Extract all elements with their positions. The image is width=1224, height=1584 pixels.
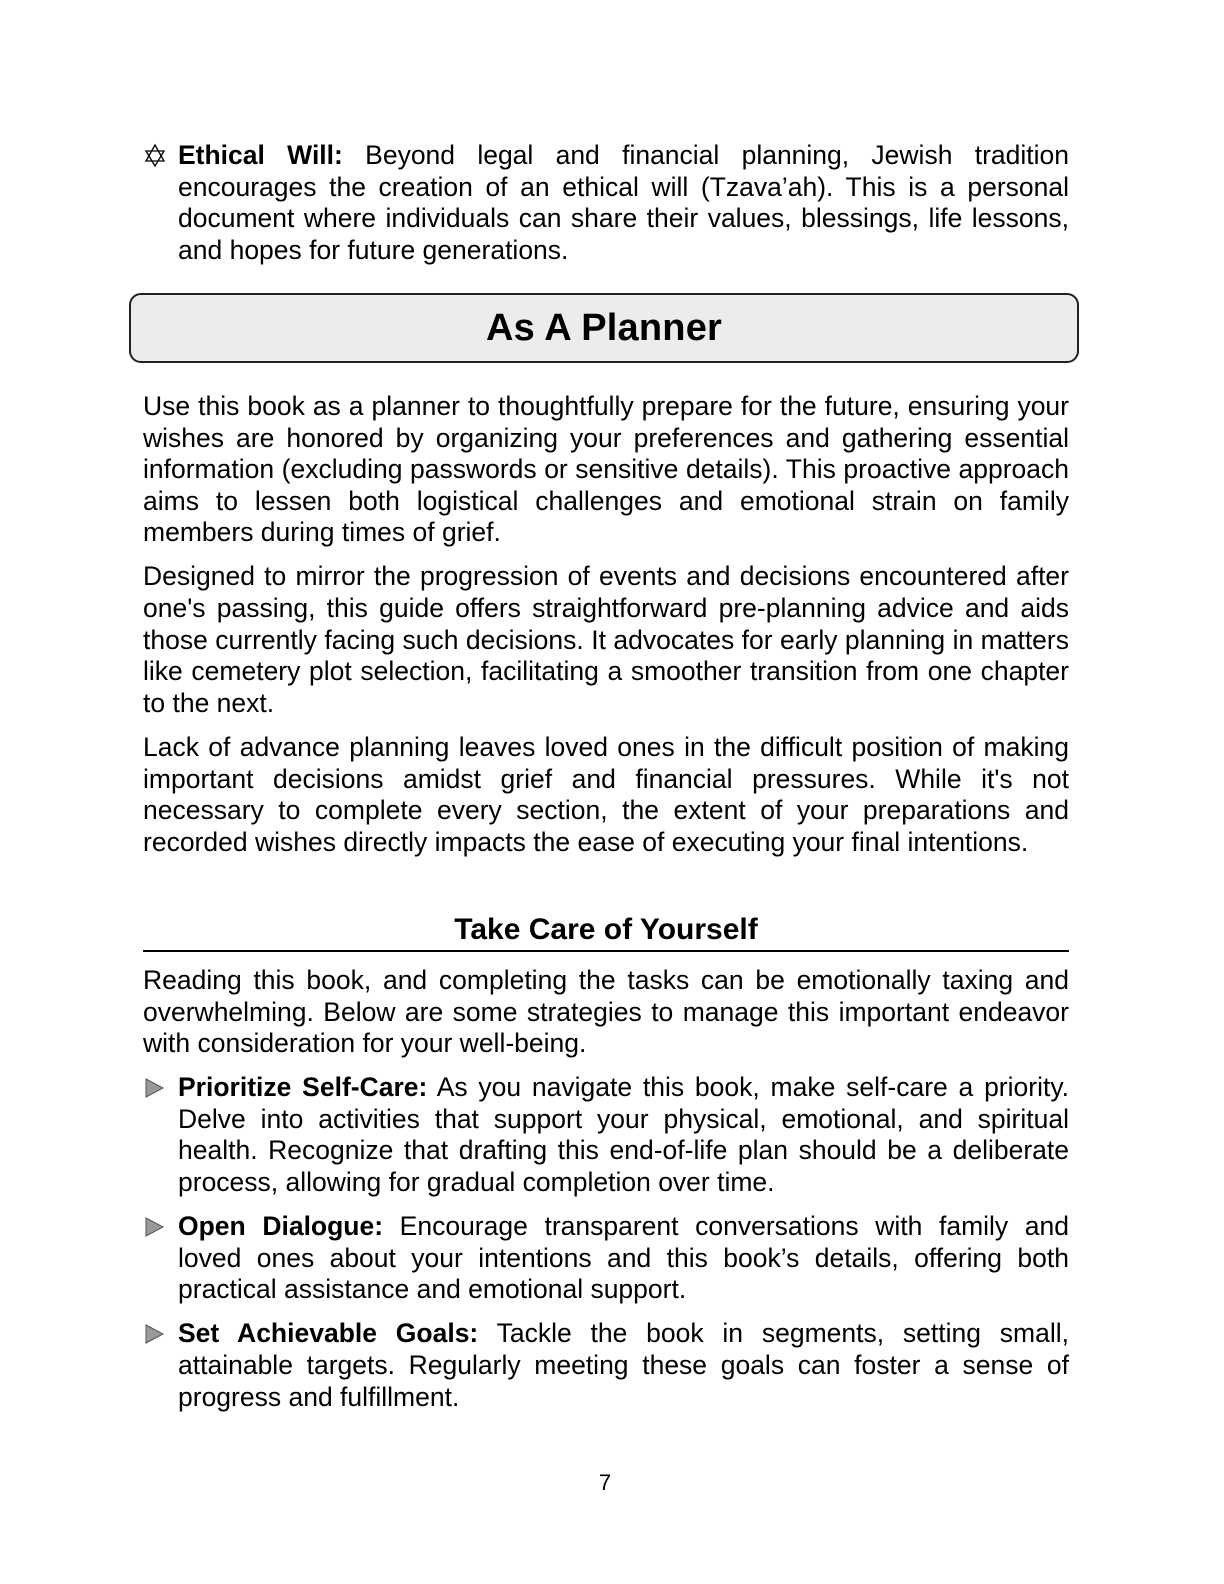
self-care-heading xyxy=(143,910,1069,952)
bullet-prioritize-self-care xyxy=(143,1072,1069,1198)
bullet-text xyxy=(178,1072,1069,1198)
bullet-term: Prioritize Self-Care: xyxy=(178,1072,428,1103)
ethical-will-body: Beyond legal and financial planning, Jewish tradition encourages the creation of an ethical will (Tzava’ah). This is a personal document where individuals can share their values, blessings, life lessons, and hopes for future generations. xyxy=(178,140,1069,265)
bullet-set-achievable-goals xyxy=(143,1318,1069,1413)
bullet-body: Tackle the book in segments, setting small, attainable targets. Regularly meeting these goals can foster a sense of progress and fulfillment. xyxy=(178,1318,1069,1412)
self-care-section xyxy=(143,965,1069,1426)
ethical-will-item xyxy=(143,140,1069,266)
bullet-term: Open Dialogue: xyxy=(178,1211,384,1242)
planner-paragraph-2: Designed to mirror the progression of events and decisions encountered after one's passing, this guide offers straightforward pre-planning advice and aids those currently facing such decisions. It advocates for early planning in matters like cemetery plot selection, facilitating a smoother transition from one chapter to the next. xyxy=(143,561,1069,718)
ethical-will-section xyxy=(143,140,1069,279)
ethical-will-text xyxy=(178,140,1069,266)
planner-banner xyxy=(129,293,1079,363)
page-number: 7 xyxy=(598,1470,612,1495)
triangle-bullet-icon xyxy=(143,1075,167,1101)
bullet-body: As you navigate this book, make self-care a priority. Delve into activities that support your physical, emotional, and spiritual health. Recognize that drafting this end-of-life plan should be a deliberate process, allowing for gradual completion over time. xyxy=(178,1072,1069,1198)
bullet-open-dialogue xyxy=(143,1211,1069,1306)
ethical-will-term: Ethical Will: xyxy=(178,140,343,170)
self-care-title: Take Care of Yourself xyxy=(454,913,758,946)
star-of-david-icon xyxy=(143,143,167,169)
bullet-term: Set Achievable Goals: xyxy=(178,1318,479,1349)
self-care-intro: Reading this book, and completing the tasks can be emotionally taxing and overwhelming. Below are some strategies to manage this important endeavor with consideration for your well-being. xyxy=(143,965,1069,1059)
planner-paragraph-3: Lack of advance planning leaves loved ones in the difficult position of making important decisions amidst grief and financial pressures. While it's not necessary to complete every section, the extent of your preparations and recorded wishes directly impacts the ease of executing your final intentions. xyxy=(143,731,1069,857)
triangle-bullet-icon xyxy=(143,1321,167,1347)
bullet-text xyxy=(178,1211,1069,1306)
planner-title: As A Planner xyxy=(485,306,723,349)
planner-paragraph-1: Use this book as a planner to thoughtfully prepare for the future, ensuring your wishes are honored by organizing your preferences and gathering essential information (excluding passwords or sensitive details). This proactive approach aims to lessen both logistical challenges and emotional strain on family members during times of grief. xyxy=(143,391,1069,548)
triangle-bullet-icon xyxy=(143,1214,167,1240)
planner-section xyxy=(143,391,1069,871)
bullet-text xyxy=(178,1318,1069,1413)
bullet-body: Encourage transparent conversations with family and loved ones about your intentions and this book’s details, offering both practical assistance and emotional support. xyxy=(178,1211,1069,1305)
